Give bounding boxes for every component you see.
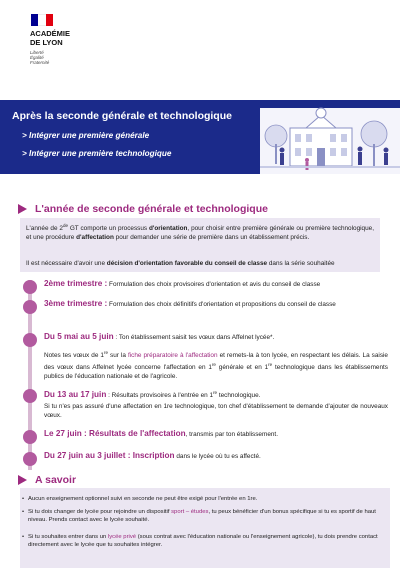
arrow-icon bbox=[18, 204, 27, 214]
timeline-dot bbox=[23, 452, 37, 466]
step-2eme-trimestre: 2ème trimestre : Formulation des choix provisoires d'orientation et avis du conseil de classe bbox=[44, 279, 321, 288]
list-item: • Si tu souhaites entrer dans un lycée privé (sous contrat avec l'éducation nationale ou l'enseignement agricole), tu dois prendre contact directement avec le lycée que tu souhaites intégrer. bbox=[28, 533, 380, 549]
timeline-dot bbox=[23, 333, 37, 347]
intro-paragraph-1: L'année de 2de GT comporte un processus d'orientation, pour choisir entre première générale ou première technologique, et une procédure d'affectation pour demander une série de première dans un établissement précis. bbox=[26, 223, 374, 241]
list-item: • Si tu dois changer de lycée pour rejoindre un dispositif sport – études, tu peux bénéficier d'un bonus spécifique si tu es sportif de haut niveau. Prends contact avec le lycée souhaité. bbox=[28, 508, 380, 524]
step-inscription: Du 27 juin au 3 juillet : Inscription dans le lycée où tu es affecté. bbox=[44, 451, 261, 460]
section-title: L'année de seconde générale et technologique bbox=[35, 203, 268, 215]
lycee-prive-link[interactable]: lycée privé bbox=[107, 534, 137, 540]
title-banner bbox=[0, 100, 400, 174]
step-affelnet: Du 5 mai au 5 juin : Ton établissement saisit tes vœux dans Affelnet lycée*. bbox=[44, 332, 275, 341]
section-title: A savoir bbox=[35, 474, 77, 486]
link-premiere-technologique[interactable]: > Intégrer une première technologique bbox=[22, 149, 172, 158]
section-a-savoir-heading bbox=[18, 474, 76, 486]
logo-name-line1: ACADÉMIE bbox=[30, 29, 71, 38]
logo-name-line2: DE LYON bbox=[30, 37, 63, 47]
timeline-dot bbox=[23, 430, 37, 444]
motto-liberte: Liberté bbox=[30, 50, 44, 55]
section-annee-seconde-heading bbox=[18, 203, 268, 215]
motto-fraternite: Fraternité bbox=[30, 60, 50, 66]
step-resultats-note: Si tu n'es pas assuré d'une affectation en 1re technologique, ton chef d'établissement te demande d'ajouter de nouveaux vœux. bbox=[44, 403, 388, 419]
intro-box bbox=[20, 218, 380, 272]
logo-name bbox=[30, 30, 90, 47]
link-premiere-generale[interactable]: > Intégrer une première générale bbox=[22, 131, 150, 140]
a-savoir-box bbox=[20, 488, 390, 568]
logo-motto bbox=[30, 50, 90, 66]
school-illustration-icon bbox=[252, 100, 400, 174]
step-3eme-trimestre: 3ème trimestre : Formulation des choix définitifs d'orientation et propositions du conseil de classe bbox=[44, 299, 336, 308]
arrow-icon bbox=[18, 475, 27, 485]
academie-logo bbox=[30, 14, 90, 66]
intro-paragraph-2: Il est nécessaire d'avoir une décision d'orientation favorable du conseil de classe dans la série souhaitée bbox=[26, 260, 335, 267]
step-affelnet-note: Notes tes vœux de 1re sur la fiche préparatoire à l'affectation et remets-la à ton lycée, en respectant les délais. La saisie des vœux dans Affelnet lycée concerne l'affectation en 1re générale et en 1re technologique dans les établissements publics de l'éducation nationale et de l'agricole. bbox=[44, 350, 388, 380]
page-title: Après la seconde générale et technologique bbox=[12, 110, 232, 122]
list-item: • Aucun enseignement optionnel suivi en seconde ne peut être exigé pour l'entrée en 1re. bbox=[28, 495, 380, 503]
french-flag-icon bbox=[31, 14, 53, 26]
fiche-preparatoire-link[interactable]: fiche préparatoire à l'affectation bbox=[127, 352, 218, 360]
timeline-dot bbox=[23, 280, 37, 294]
timeline-dot bbox=[23, 389, 37, 403]
timeline-dot bbox=[23, 300, 37, 314]
step-resultats-affectation: Le 27 juin : Résultats de l'affectation, transmis par ton établissement. bbox=[44, 429, 278, 438]
step-resultats-provisoires: Du 13 au 17 juin : Résultats provisoires à l'entrée en 1re technologique. bbox=[44, 390, 261, 400]
sport-etudes-link[interactable]: sport – études bbox=[171, 509, 209, 515]
motto-egalite: Égalité bbox=[30, 55, 44, 61]
